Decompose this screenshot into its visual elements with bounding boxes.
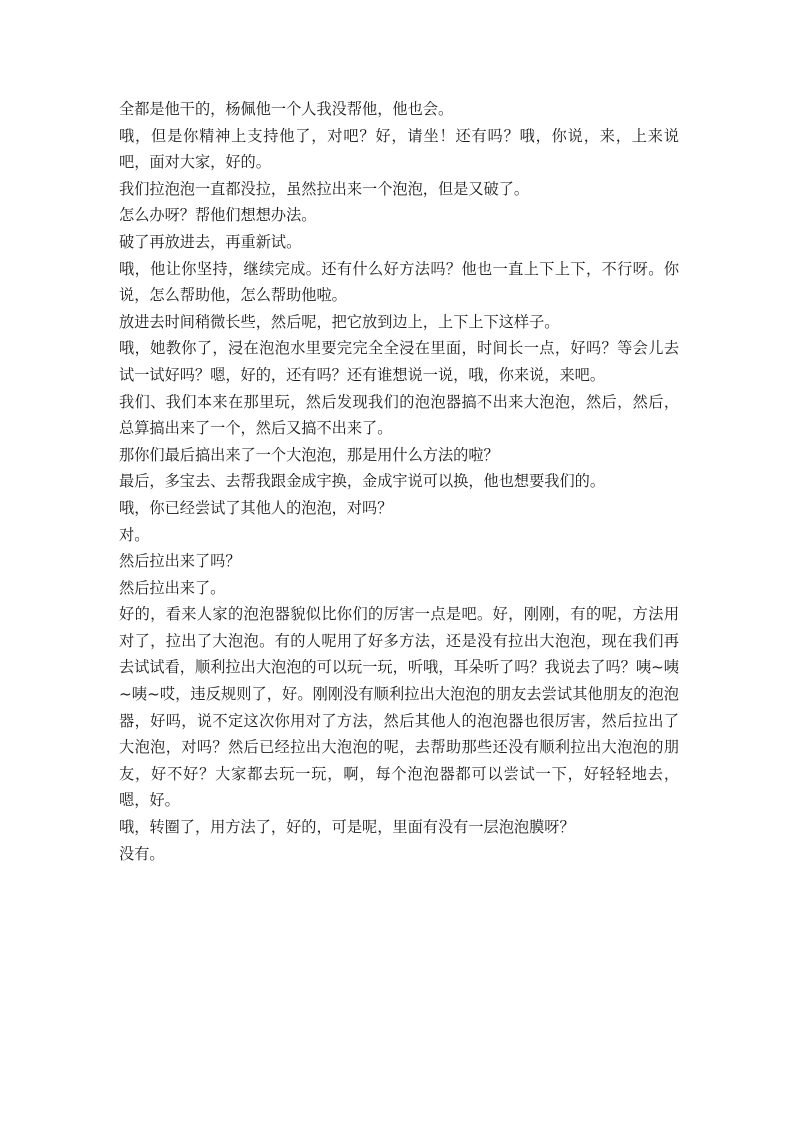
paragraph: 破了再放进去，再重新试。	[119, 232, 302, 251]
paragraph: 然后拉出来了。	[119, 578, 226, 597]
paragraph: 全都是他干的，杨佩他一个人我没帮他，他也会。	[119, 100, 454, 118]
paragraph: 好的，看来人家的泡泡器貌似比你们的厉害一点是吧。好，刚刚，有的呢，方法用对了，拉出了大泡泡。有的人呢用了好多方法，还是没有拉出大泡泡，现在我们再去试试看，顺利拉出大泡泡的可以玩一玩，听哦，耳朵听了吗？我说去了吗？咦~咦~咦~哎，违反规则了，好。刚刚没有顺利拉出大泡泡的朋友去尝试其他朋友的泡泡器，好吗，说不定这次你用对了方法，然后其他人的泡泡器也很厉害，然后拉出了大泡泡，对吗？然后已经拉出大泡泡的呢，去帮助那些还没有顺利拉出大泡泡的朋友，好不好？大家都去玩一玩，啊，每个泡泡器都可以尝试一下，好轻轻地去，嗯，好。	[119, 605, 679, 810]
paragraph: 然后拉出来了吗？	[119, 552, 241, 571]
paragraph: 哦，你已经尝试了其他人的泡泡，对吗？	[119, 498, 393, 517]
paragraph: 哦，她教你了，浸在泡泡水里要完完全全浸在里面，时间长一点，好吗？等会儿去试一试好吗？嗯，好的，还有吗？还有谁想说一说，哦，你来说，来吧。	[119, 339, 679, 384]
document-body	[119, 96, 679, 867]
paragraph: 怎么办呀？帮他们想想办法。	[119, 206, 317, 225]
paragraph: 没有。	[119, 844, 165, 863]
paragraph: 最后，多宝去、去帮我跟金成宇换，金成宇说可以换，他也想要我们的。	[119, 472, 605, 491]
paragraph: 对。	[119, 525, 150, 544]
paragraph: 那你们最后搞出来了一个大泡泡，那是用什么方法的啦？	[119, 445, 499, 464]
paragraph: 哦，但是你精神上支持他了，对吧？好，请坐！还有吗？哦，你说，来，上来说吧，面对大家，好的。	[119, 126, 679, 172]
paragraph: 放进去时间稍微长些，然后呢，把它放到边上，上下上下这样子。	[119, 312, 560, 331]
paragraph: 哦，转圈了，用方法了，好的，可是呢，里面有没有一层泡泡膜呀？	[119, 818, 575, 837]
paragraph: 我们拉泡泡一直都没拉，虽然拉出来一个泡泡，但是又破了。	[119, 179, 530, 198]
paragraph: 我们、我们本来在那里玩，然后发现我们的泡泡器搞不出来大泡泡，然后，然后，总算搞出来了一个，然后又搞不出来了。	[119, 392, 679, 438]
paragraph: 哦，他让你坚持，继续完成。还有什么好方法吗？他也一直上下上下，不行呀。你说，怎么帮助他，怎么帮助他啦。	[119, 259, 679, 305]
